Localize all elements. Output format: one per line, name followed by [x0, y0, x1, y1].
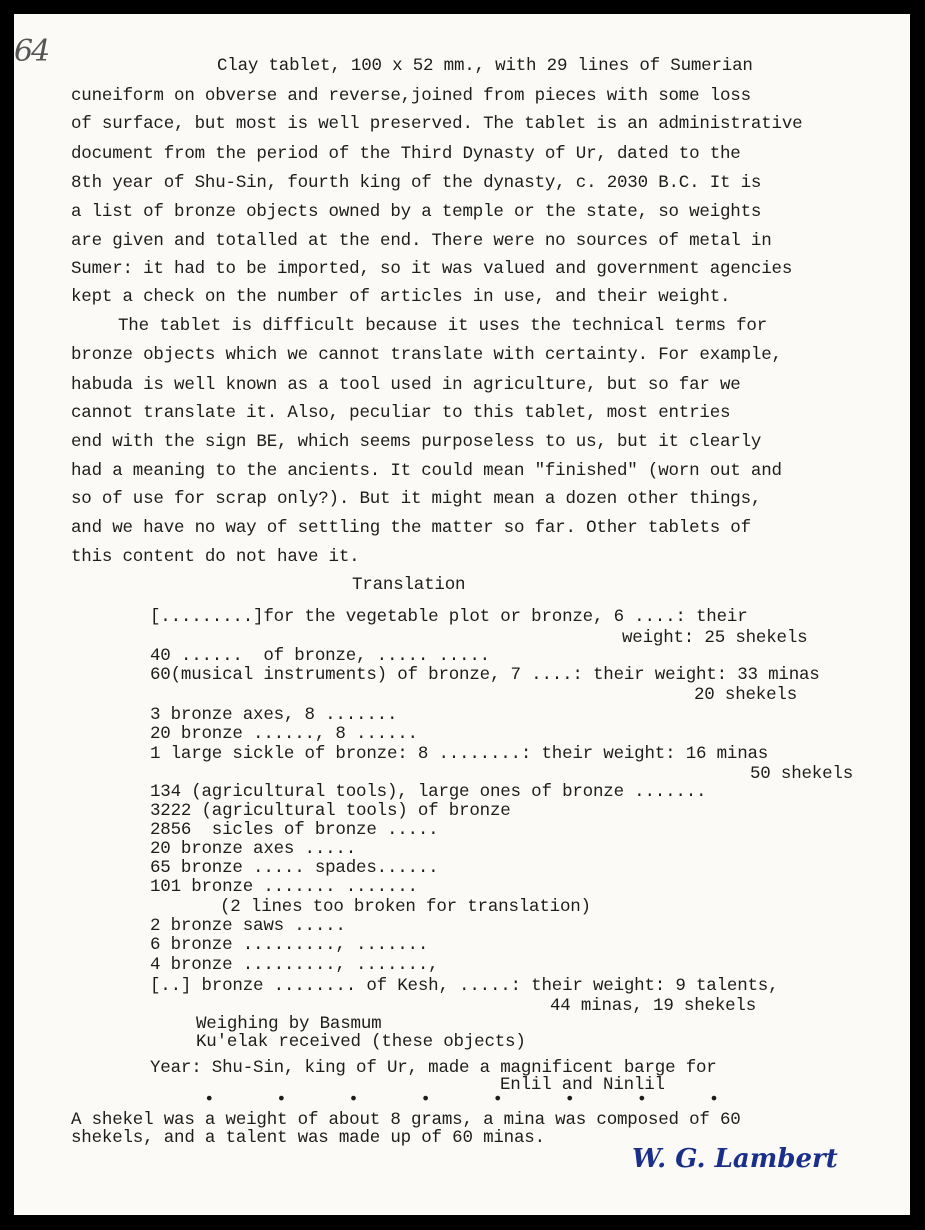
footnote-line: A shekel was a weight of about 8 grams, a mina was composed of 60	[71, 1110, 741, 1130]
typewritten-page	[14, 14, 910, 1215]
translation-line: Ku'elak received (these objects)	[196, 1032, 526, 1052]
translation-line: 2856 sicles of bronze .....	[150, 820, 439, 840]
paragraph1-line: 8th year of Shu-Sin, fourth king of the dynasty, c. 2030 B.C. It is	[71, 173, 762, 193]
translation-line: 1 large sickle of bronze: 8 ........: their weight: 16 minas	[150, 744, 769, 764]
paragraph1-line: Sumer: it had to be imported, so it was valued and government agencies	[71, 259, 793, 279]
footnote-line: shekels, and a talent was made up of 60 minas.	[71, 1128, 545, 1148]
translation-line: 134 (agricultural tools), large ones of bronze .......	[150, 782, 707, 802]
translation-line: [.........]for the vegetable plot or bronze, 6 ....: their	[150, 607, 748, 627]
translation-line: (2 lines too broken for translation)	[220, 897, 591, 917]
paragraph1-line: document from the period of the Third Dynasty of Ur, dated to the	[71, 144, 741, 164]
translation-line: weight: 25 shekels	[622, 628, 808, 648]
translation-line: 44 minas, 19 shekels	[550, 996, 757, 1016]
paragraph2-line: end with the sign BE, which seems purposeless to us, but it clearly	[71, 432, 762, 452]
paragraph1-line: cuneiform on obverse and reverse,joined from pieces with some loss	[71, 86, 751, 106]
paragraph1-line: are given and totalled at the end. There were no sources of metal in	[71, 231, 772, 251]
translation-line: 20 shekels	[694, 685, 798, 705]
translation-line: 65 bronze ..... spades......	[150, 858, 439, 878]
translation-line: 3 bronze axes, 8 .......	[150, 705, 398, 725]
paragraph1-line: of surface, but most is well preserved. The tablet is an administrative	[71, 114, 803, 134]
paragraph2-line: and we have no way of settling the matter so far. Other tablets of	[71, 518, 751, 538]
translation-line: 3222 (agricultural tools) of bronze	[150, 801, 511, 821]
translation-line: 20 bronze ......, 8 ......	[150, 724, 418, 744]
translation-line: Weighing by Basmum	[196, 1014, 382, 1034]
paragraph2-line: this content do not have it.	[71, 547, 360, 567]
translation-line: 60(musical instruments) of bronze, 7 ....: their weight: 33 minas	[150, 665, 820, 685]
translation-line: 50 shekels	[750, 764, 854, 784]
paragraph1-line: Clay tablet, 100 x 52 mm., with 29 lines of Sumerian	[217, 56, 753, 76]
translation-line: Year: Shu-Sin, king of Ur, made a magnificent barge for	[150, 1058, 717, 1078]
translation-line: 20 bronze axes .....	[150, 839, 357, 859]
ellipsis-dots: • • • • • • • •	[204, 1090, 720, 1110]
paragraph2-line: so of use for scrap only?). But it might mean a dozen other things,	[71, 489, 762, 509]
translation-line: 4 bronze ........., .......,	[150, 955, 439, 975]
page-number: 64	[14, 34, 49, 69]
paragraph2-line: cannot translate it. Also, peculiar to this tablet, most entries	[71, 403, 731, 423]
handwritten-signature	[632, 1144, 838, 1194]
signature-text: W. G. Lambert	[632, 1144, 838, 1174]
paragraph2-line: habuda is well known as a tool used in agriculture, but so far we	[71, 375, 741, 395]
paragraph1-line: kept a check on the number of articles in use, and their weight.	[71, 287, 731, 307]
translation-heading: Translation	[352, 575, 466, 595]
paragraph2-line: The tablet is difficult because it uses the technical terms for	[118, 316, 768, 336]
translation-line: Enlil and Ninlil	[500, 1075, 665, 1095]
translation-line: 2 bronze saws .....	[150, 916, 346, 936]
paragraph2-line: had a meaning to the ancients. It could mean "finished" (worn out and	[71, 461, 782, 481]
translation-line: 101 bronze ....... .......	[150, 877, 418, 897]
translation-line: [..] bronze ........ of Kesh, .....: their weight: 9 talents,	[150, 976, 779, 996]
paragraph1-line: a list of bronze objects owned by a temple or the state, so weights	[71, 202, 762, 222]
translation-line: 6 bronze ........., .......	[150, 935, 429, 955]
paragraph2-line: bronze objects which we cannot translate with certainty. For example,	[71, 345, 782, 365]
translation-line: 40 ...... of bronze, ..... .....	[150, 646, 490, 666]
